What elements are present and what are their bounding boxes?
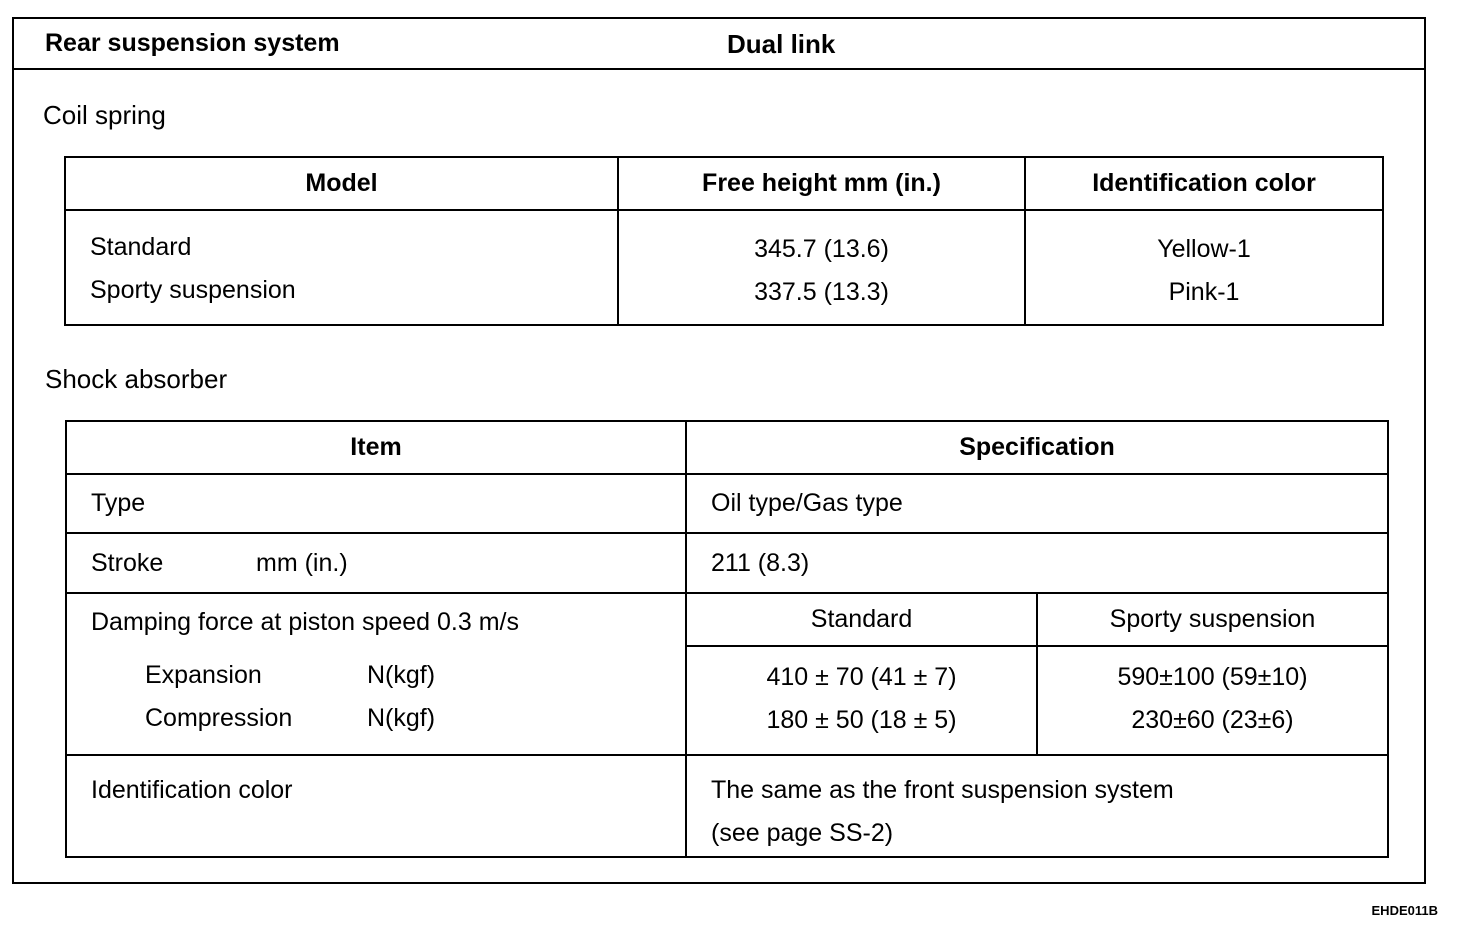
free-height-cell xyxy=(618,210,1025,325)
system-type: Dual link xyxy=(727,29,836,59)
damping-label: Damping force at piston speed 0.3 m/s xyxy=(91,608,520,636)
expansion-label: Expansion xyxy=(145,661,262,689)
identification-value-cell xyxy=(686,755,1388,857)
column-header-item: Item xyxy=(66,421,686,474)
expansion-sporty: 590±100 (59±10) xyxy=(1117,663,1308,691)
identification-value-line2: (see page SS-2) xyxy=(711,819,894,847)
stroke-unit: mm (in.) xyxy=(256,548,348,577)
compression-unit: N(kgf) xyxy=(367,704,436,732)
compression-row xyxy=(145,704,685,733)
damping-standard-cell xyxy=(686,646,1037,755)
type-label: Type xyxy=(66,474,686,533)
model-cell xyxy=(65,210,618,325)
type-row xyxy=(66,474,1388,533)
stroke-value: 211 (8.3) xyxy=(686,533,1388,593)
expansion-row xyxy=(145,661,685,690)
shock-header-row xyxy=(66,421,1388,474)
color-sporty: Pink-1 xyxy=(1168,278,1240,306)
column-header-identification-color: Identification color xyxy=(1025,157,1383,210)
sub-header-sporty: Sporty suspension xyxy=(1037,593,1388,646)
identification-label: Identification color xyxy=(66,755,686,857)
figure-code: EHDE011B xyxy=(1371,903,1438,918)
damping-sporty-cell xyxy=(1037,646,1388,755)
shock-absorber-title: Shock absorber xyxy=(45,364,228,394)
damping-label-cell xyxy=(66,593,686,755)
type-value: Oil type/Gas type xyxy=(686,474,1388,533)
identification-color-cell xyxy=(1025,210,1383,325)
stroke-label-cell xyxy=(66,533,686,593)
compression-standard: 180 ± 50 (18 ± 5) xyxy=(766,706,957,734)
coil-spring-data-row xyxy=(65,210,1383,325)
expansion-unit: N(kgf) xyxy=(367,661,436,689)
system-label: Rear suspension system xyxy=(45,29,340,57)
model-standard: Standard xyxy=(90,233,192,261)
coil-spring-header-row xyxy=(65,157,1383,210)
shock-absorber-table xyxy=(65,420,1389,858)
identification-row xyxy=(66,755,1388,857)
sub-header-standard: Standard xyxy=(686,593,1037,646)
free-height-standard: 345.7 (13.6) xyxy=(754,235,889,263)
stroke-label: Stroke xyxy=(91,548,164,577)
coil-spring-table xyxy=(64,156,1384,326)
identification-value-line1: The same as the front suspension system xyxy=(711,776,1174,804)
column-header-free-height: Free height mm (in.) xyxy=(618,157,1025,210)
column-header-model: Model xyxy=(65,157,618,210)
model-sporty: Sporty suspension xyxy=(90,276,296,304)
expansion-standard: 410 ± 70 (41 ± 7) xyxy=(766,663,957,691)
stroke-row xyxy=(66,533,1388,593)
free-height-sporty: 337.5 (13.3) xyxy=(754,278,889,306)
header-row xyxy=(14,19,1424,70)
compression-sporty: 230±60 (23±6) xyxy=(1131,706,1294,734)
column-header-specification: Specification xyxy=(686,421,1388,474)
color-standard: Yellow-1 xyxy=(1157,235,1251,263)
compression-label: Compression xyxy=(145,704,293,732)
damping-row-header xyxy=(66,593,1388,646)
coil-spring-title: Coil spring xyxy=(43,100,166,130)
